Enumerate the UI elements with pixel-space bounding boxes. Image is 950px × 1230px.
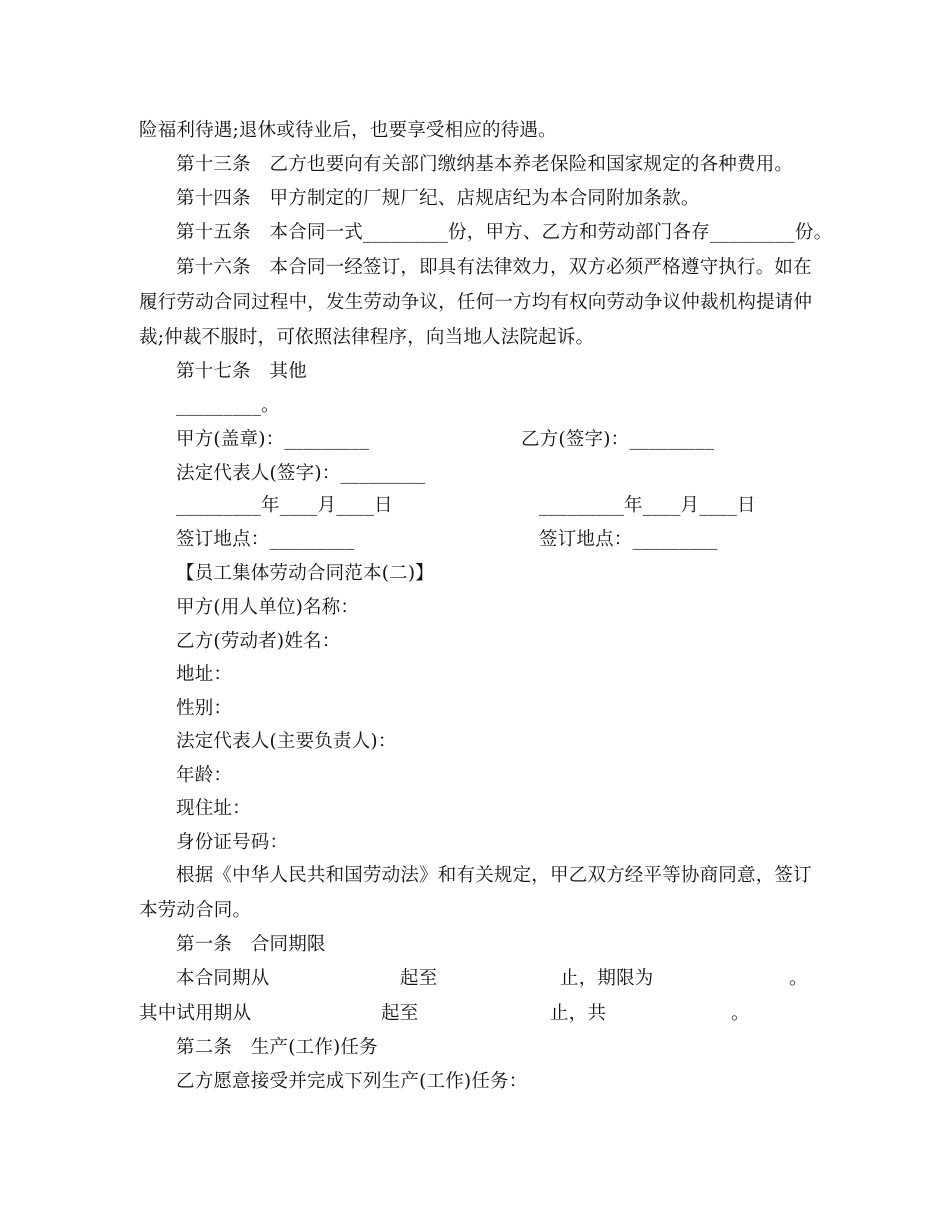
employee-name: 乙方(劳动者)姓名： xyxy=(176,631,341,652)
term-to: 起至 xyxy=(400,968,438,989)
clause-16: 第十六条 本合同一经签订，即具有法律效力，双方必须严格遵守执行。如在 xyxy=(176,257,812,278)
party-a-seal: 甲方(盖章)：_________ xyxy=(176,429,370,450)
clause-17: 第十七条 其他 xyxy=(176,361,307,382)
id-number: 身份证号码： xyxy=(176,832,289,853)
legal-rep: 法定代表人(主要负责人)： xyxy=(176,731,397,752)
sign-place-a: 签订地点：_________ xyxy=(176,529,355,550)
term-from: 本合同期从 xyxy=(176,968,270,989)
term-period: 止，期限为 xyxy=(560,968,654,989)
text-line: 险福利待遇;退休或待业后，也要享受相应的待遇。 xyxy=(139,120,557,141)
probation-total: 止，共 xyxy=(550,1003,607,1024)
article-2: 第二条 生产(工作)任务 xyxy=(176,1037,378,1058)
preamble: 根据《中华人民共和国劳动法》和有关规定，甲乙双方经平等协商同意，签订 xyxy=(176,865,812,886)
clause-13: 第十三条 乙方也要向有关部门缴纳基本养老保险和国家规定的各种费用。 xyxy=(176,154,794,175)
legal-rep-sign: 法定代表人(签字)：_________ xyxy=(176,463,426,484)
article-1: 第一条 合同期限 xyxy=(176,934,326,955)
employer-name: 甲方(用人单位)名称： xyxy=(176,597,360,618)
term-end: 。 xyxy=(789,968,808,989)
task-intro: 乙方愿意接受并完成下列生产(工作)任务： xyxy=(176,1071,528,1092)
other-blank: _________。 xyxy=(176,395,280,416)
age: 年龄： xyxy=(176,765,233,786)
sign-place-b: 签订地点：_________ xyxy=(539,529,718,550)
probation-from: 其中试用期从 xyxy=(139,1003,252,1024)
current-address: 现住址： xyxy=(176,798,251,819)
text-line: 裁;仲裁不服时，可依照法律程序，向当地人法院起诉。 xyxy=(139,327,595,348)
party-b-sign: 乙方(签字)：_________ xyxy=(521,429,715,450)
clause-14: 第十四条 甲方制定的厂规厂纪、店规店纪为本合同附加条款。 xyxy=(176,188,700,209)
address: 地址： xyxy=(176,664,233,685)
probation-end: 。 xyxy=(731,1003,750,1024)
clause-15: 第十五条 本合同一式_________份，甲方、乙方和劳动部门各存_________份。 xyxy=(176,222,833,243)
text-line: 本劳动合同。 xyxy=(139,900,252,921)
date-b: _________年____月____日 xyxy=(539,495,756,516)
date-a: _________年____月____日 xyxy=(176,495,393,516)
gender: 性别： xyxy=(176,698,233,719)
probation-to: 起至 xyxy=(381,1003,419,1024)
text-line: 履行劳动合同过程中，发生劳动争议，任何一方均有权向劳动争议仲裁机构提请仲 xyxy=(139,292,813,313)
section-title: 【员工集体劳动合同范本(二)】 xyxy=(176,563,434,584)
